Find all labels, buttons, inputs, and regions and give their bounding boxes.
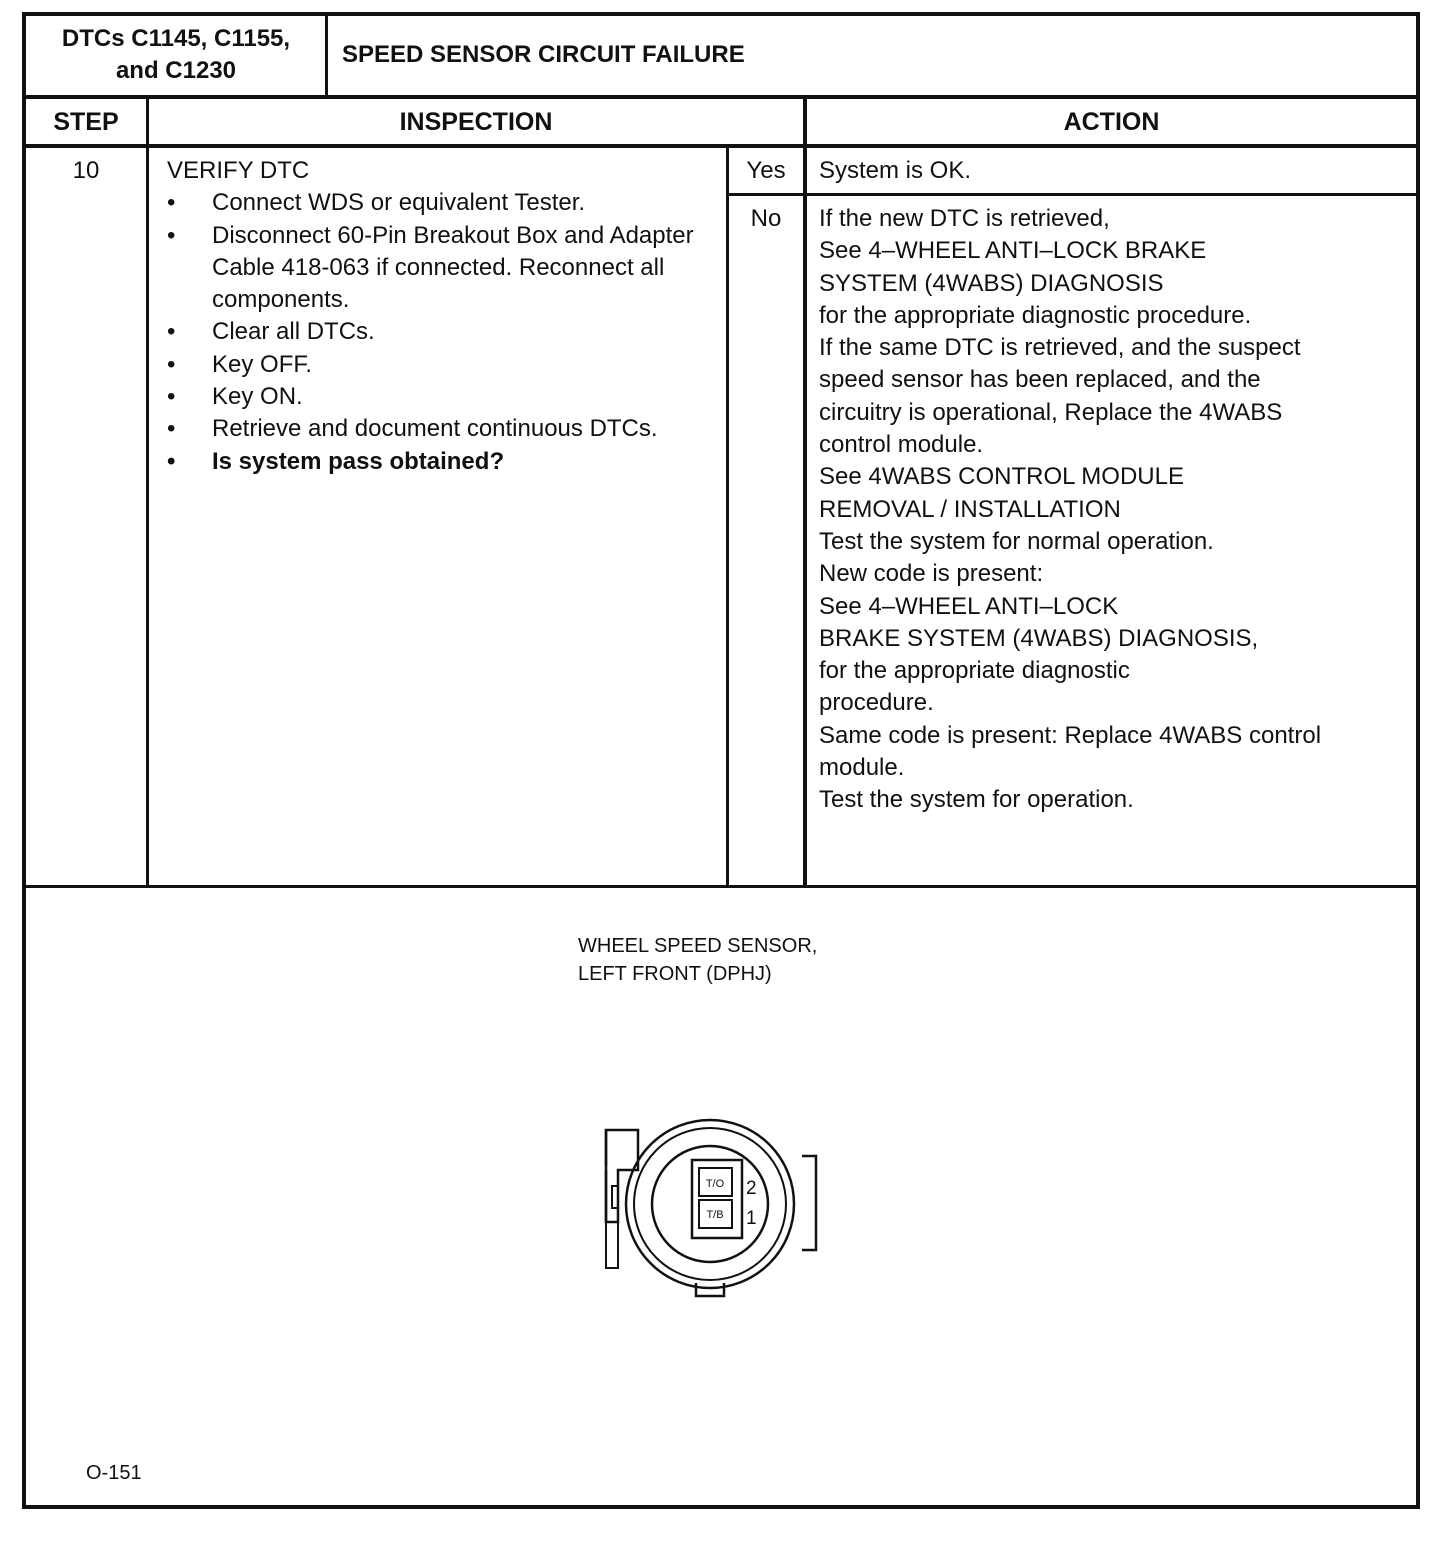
inspection-item: • Disconnect 60-Pin Breakout Box and Adapter Cable 418-063 if connected. Reconnect all components. — [167, 220, 727, 317]
inspection-item: • Retrieve and document continuous DTCs. — [167, 413, 727, 445]
pin-2-number: 2 — [746, 1178, 757, 1199]
action-line: Same code is present: Replace 4WABS control — [819, 721, 1322, 749]
action-line: See 4WABS CONTROL MODULE — [819, 463, 1184, 491]
action-line: New code is present: — [819, 560, 1044, 588]
action-line: Test the system for normal operation. — [819, 527, 1214, 555]
figure-code: O-151 — [86, 1462, 142, 1484]
inspection-item: • Key ON. — [167, 381, 727, 413]
action-line: circuitry is operational, Replace the 4WABS — [819, 398, 1283, 426]
figure-caption — [578, 932, 817, 988]
dtc-codes — [26, 14, 326, 96]
action-line: control module. — [819, 431, 984, 459]
inspection-list — [167, 187, 727, 478]
action-line: speed sensor has been replaced, and the — [819, 366, 1261, 394]
column-header-inspection: INSPECTION — [399, 107, 553, 136]
action-line: for the appropriate diagnostic procedure. — [819, 301, 1252, 329]
action-line: module. — [819, 754, 905, 782]
answer-yes-label: Yes — [746, 157, 786, 184]
inspection-item: • Key OFF. — [167, 349, 727, 381]
answer-no-label: No — [750, 205, 782, 232]
pin-2-wire: T/O — [705, 1178, 725, 1190]
inspection-item: • Clear all DTCs. — [167, 316, 727, 348]
column-header-step: STEP — [53, 107, 119, 136]
caption-line: LEFT FRONT (DPHJ) — [578, 963, 772, 985]
column-header-action: ACTION — [1063, 107, 1160, 136]
action-yes: System is OK. — [819, 157, 972, 184]
action-line: Test the system for operation. — [819, 786, 1134, 814]
inspection-title: VERIFY DTC — [167, 157, 310, 184]
action-line: See 4–WHEEL ANTI–LOCK BRAKE — [819, 237, 1207, 265]
step-number: 10 — [72, 157, 100, 184]
dtc-code-line: and C1230 — [115, 57, 237, 84]
action-line: SYSTEM (4WABS) DIAGNOSIS — [819, 269, 1164, 297]
action-line: for the appropriate diagnostic — [819, 657, 1130, 685]
pin-1 — [699, 1200, 757, 1229]
pin-1-number: 1 — [746, 1208, 757, 1229]
inspection-question: • Is system pass obtained? — [167, 446, 727, 478]
dtc-code-line: DTCs C1145, C1155, — [61, 25, 291, 52]
action-line: If the same DTC is retrieved, and the suspect — [819, 334, 1301, 362]
pin-2 — [699, 1168, 757, 1199]
page-title: SPEED SENSOR CIRCUIT FAILURE — [342, 41, 745, 68]
connector-diagram — [598, 1118, 824, 1304]
inspection-cell — [167, 155, 727, 478]
action-no — [819, 203, 1411, 817]
action-line: BRAKE SYSTEM (4WABS) DIAGNOSIS, — [819, 624, 1259, 652]
action-line: If the new DTC is retrieved, — [819, 205, 1110, 232]
pin-1-wire: T/B — [706, 1209, 724, 1221]
action-line: procedure. — [819, 689, 934, 717]
caption-line: WHEEL SPEED SENSOR, — [578, 935, 818, 957]
action-line: REMOVAL / INSTALLATION — [819, 495, 1121, 523]
inspection-item: • Connect WDS or equivalent Tester. — [167, 187, 727, 219]
action-line: See 4–WHEEL ANTI–LOCK — [819, 592, 1119, 620]
